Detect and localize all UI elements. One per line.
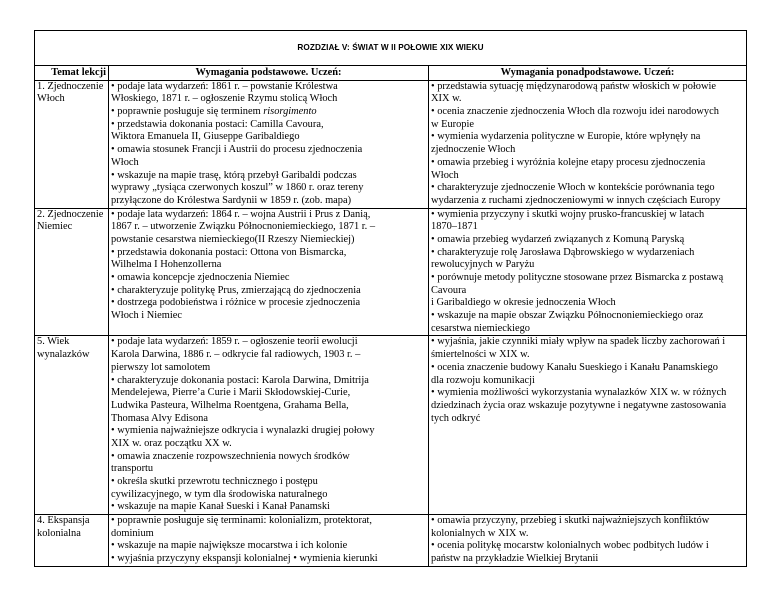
requirements-table	[34, 30, 747, 567]
topic-cell	[35, 208, 109, 336]
requirement-line: Włoch i Niemiec	[111, 310, 182, 322]
requirement-line: • ocenia politykę mocarstw kolonialnych wobec podbitych ludów i	[431, 540, 709, 552]
requirement-line: rewolucyjnych w Paryżu	[431, 259, 535, 271]
requirement-line: w Europie	[431, 118, 474, 130]
requirement-line: • omawia znaczenie rozpowszechnienia nowych środków	[111, 450, 350, 462]
requirement-line: Wilhelma I Hohenzollerna	[111, 259, 222, 271]
topic-line: 5. Wiek	[37, 336, 70, 348]
requirement-line: • omawia koncepcje zjednoczenia Niemiec	[111, 272, 290, 283]
topic-cell	[35, 80, 109, 208]
requirement-line: Ludwika Pasteura, Wilhelma Roentgena, Grahama Bella,	[111, 399, 349, 411]
requirement-line: przyłączone do Królestwa Sardynii w 1859 r. (zob. mapa)	[111, 194, 352, 206]
topic-line: kolonialna	[37, 527, 81, 539]
requirement-line: dominium	[111, 527, 154, 539]
topic-line: 4. Ekspansja	[37, 515, 90, 527]
requirement-line: dziedzinach życia oraz wskazuje pozytywne i negatywne zastosowania	[431, 399, 727, 411]
requirement-line: Włoch	[111, 156, 139, 168]
requirement-line: • charakteryzuje dokonania postaci: Karola Darwina, Dmitrija	[111, 374, 369, 386]
requirement-line: cywilizacyjnego, w tym dla środowiska naturalnego	[111, 488, 328, 500]
requirement-line: • ocenia znaczenie budowy Kanału Sueskiego i Kanału Panamskiego	[431, 361, 718, 373]
requirement-line: Włoskiego, 1871 r. – ogłoszenie Rzymu stolicą Włoch	[111, 93, 338, 105]
basic-requirements-cell	[109, 208, 429, 336]
requirement-line: Mendelejewa, Pierre’a Curie i Marii Skłodowskiej-Curie,	[111, 387, 351, 399]
header-topic: Temat lekcji	[35, 66, 109, 81]
header-basic-requirements: Wymagania podstawowe. Uczeń:	[109, 66, 429, 81]
requirement-line: • wymienia możliwości wykorzystania wynalazków XIX w. w różnych	[431, 387, 727, 399]
requirement-text: • poprawnie posługuje się terminem	[111, 106, 264, 118]
requirement-line: • dostrzega podobieństwa i różnice w procesie zjednoczenia	[111, 297, 361, 309]
requirement-line: • podaje lata wydarzeń: 1861 r. – powstanie Królestwa	[111, 80, 338, 92]
requirement-line: państw na przykładzie Wielkiej Brytanii	[431, 553, 599, 565]
requirement-line: transportu	[111, 463, 154, 475]
requirement-line: • poprawnie posługuje się terminami: kolonializm, protektorat,	[111, 515, 373, 527]
syllabus-document	[34, 30, 746, 567]
requirement-line: cesarstwa niemieckiego	[431, 322, 530, 334]
table-row	[35, 515, 747, 567]
requirement-line: XIX w. oraz początku XX w.	[111, 437, 232, 449]
requirement-line: śmiertelności w XIX w.	[431, 349, 530, 361]
requirement-line: • omawia przyczyny, przebieg i skutki najważniejszych konfliktów	[431, 515, 710, 527]
requirement-line: kolonialnych w XIX w.	[431, 527, 529, 539]
requirement-line: tych odkryć	[431, 412, 481, 424]
requirement-line: pierwszy lot samolotem	[111, 361, 211, 373]
requirement-line: • wyjaśnia przyczyny ekspansji kolonialnej • wymienia kierunki	[111, 553, 378, 565]
advanced-requirements-cell	[429, 80, 747, 208]
requirement-line: • wymienia przyczyny i skutki wojny prusko-francuskiej w latach	[431, 208, 705, 220]
basic-requirements-cell	[109, 515, 429, 567]
advanced-requirements-cell	[429, 336, 747, 515]
requirement-line: 1870–1871	[431, 221, 478, 233]
requirement-line: • charakteryzuje zjednoczenie Włoch w kontekście porównania tego	[431, 182, 715, 194]
topic-line: 1. Zjednoczenie	[37, 80, 104, 92]
requirement-line: • charakteryzuje rolę Jarosława Dąbrowskiego w wydarzeniach	[431, 246, 695, 258]
requirement-line: • wskazuje na mapie największe mocarstwa i ich kolonie	[111, 540, 348, 552]
requirement-line: • wskazuje na mapie trasę, którą przebył Garibaldi podczas	[111, 169, 357, 181]
requirement-line: • wymienia wydarzenia polityczne w Europie, które wpłynęły na	[431, 131, 701, 143]
requirement-line: 1867 r. – utworzenie Związku Północnoniemieckiego, 1871 r. –	[111, 221, 376, 233]
basic-requirements-cell	[109, 336, 429, 515]
requirement-line: • porównuje metody polityczne stosowane przez Bismarcka z postawą	[431, 272, 724, 283]
requirement-line: zjednoczenie Włoch	[431, 144, 516, 156]
requirement-line: • wskazuje na mapie obszar Związku Północnoniemieckiego oraz	[431, 310, 704, 322]
requirement-line: Cavoura	[431, 284, 467, 296]
requirement-line: • określa skutki przewrotu technicznego i postępu	[111, 476, 318, 487]
requirement-line: dla rozwoju komunikacji	[431, 374, 535, 386]
topic-cell	[35, 336, 109, 515]
requirement-line: • podaje lata wydarzeń: 1864 r. – wojna Austrii i Prus z Danią,	[111, 208, 371, 220]
requirement-line: XIX w.	[431, 93, 462, 105]
requirement-line: • wskazuje na mapie Kanał Sueski i Kanał Panamski	[111, 501, 330, 513]
advanced-requirements-cell	[429, 515, 747, 567]
table-row	[35, 336, 747, 515]
requirement-line: • przedstawia dokonania postaci: Ottona von Bismarcka,	[111, 246, 347, 258]
requirement-line: • przedstawia sytuację międzynarodową państw włoskich w połowie	[431, 80, 716, 92]
italic-term: risorgimento	[263, 106, 317, 118]
basic-requirements-cell	[109, 80, 429, 208]
requirement-line: • wyjaśnia, jakie czynniki miały wpływ na spadek liczby zachorowań i	[431, 336, 726, 348]
requirement-line: Thomasa Alvy Edisona	[111, 412, 208, 424]
requirement-line: Włoch	[431, 169, 459, 181]
requirement-line: powstanie cesarstwa niemieckiego(II Rzeszy Niemieckiej)	[111, 233, 355, 245]
table-row	[35, 80, 747, 208]
requirement-line: • wymienia najważniejsze odkrycia i wynalazki drugiej połowy	[111, 425, 375, 437]
requirement-line: i Garibaldiego w okresie jednoczenia Włoch	[431, 297, 616, 309]
requirement-line: wyprawy „tysiąca czerwonych koszul” w 1860 r. oraz tereny	[111, 182, 364, 194]
requirement-line: • ocenia znaczenie zjednoczenia Włoch dla rozwoju idei narodowych	[431, 106, 719, 118]
topic-line: Niemiec	[37, 221, 73, 233]
requirement-line: • podaje lata wydarzeń: 1859 r. – ogłoszenie teorii ewolucji	[111, 336, 358, 348]
requirement-line: • omawia stosunek Francji i Austrii do procesu zjednoczenia	[111, 144, 363, 156]
requirement-line: • charakteryzuje politykę Prus, zmierzającą do zjednoczenia	[111, 284, 361, 296]
advanced-requirements-cell	[429, 208, 747, 336]
requirement-line: • omawia przebieg wydarzeń związanych z Komuną Paryską	[431, 233, 685, 245]
requirement-line: Wiktora Emanuela II, Giuseppe Garibaldiego	[111, 131, 300, 143]
topic-line: wynalazków	[37, 349, 90, 361]
topic-line: Włoch	[37, 93, 65, 105]
requirement-line: wydarzenia z ruchami zjednoczeniowymi w innych częściach Europy	[431, 194, 721, 206]
topic-line: 2. Zjednoczenie	[37, 208, 104, 220]
table-row	[35, 208, 747, 336]
topic-cell	[35, 515, 109, 567]
requirement-line: Karola Darwina, 1886 r. – odkrycie fal radiowych, 1903 r. –	[111, 349, 361, 361]
header-advanced-requirements: Wymagania ponadpodstawowe. Uczeń:	[429, 66, 747, 81]
chapter-title: ROZDZIAŁ V: ŚWIAT W II POŁOWIE XIX WIEKU	[35, 31, 747, 66]
requirement-line	[111, 106, 426, 119]
requirement-line: • przedstawia dokonania postaci: Camilla Cavoura,	[111, 118, 324, 130]
requirement-line: • omawia przebieg i wyróżnia kolejne etapy procesu zjednoczenia	[431, 156, 706, 168]
